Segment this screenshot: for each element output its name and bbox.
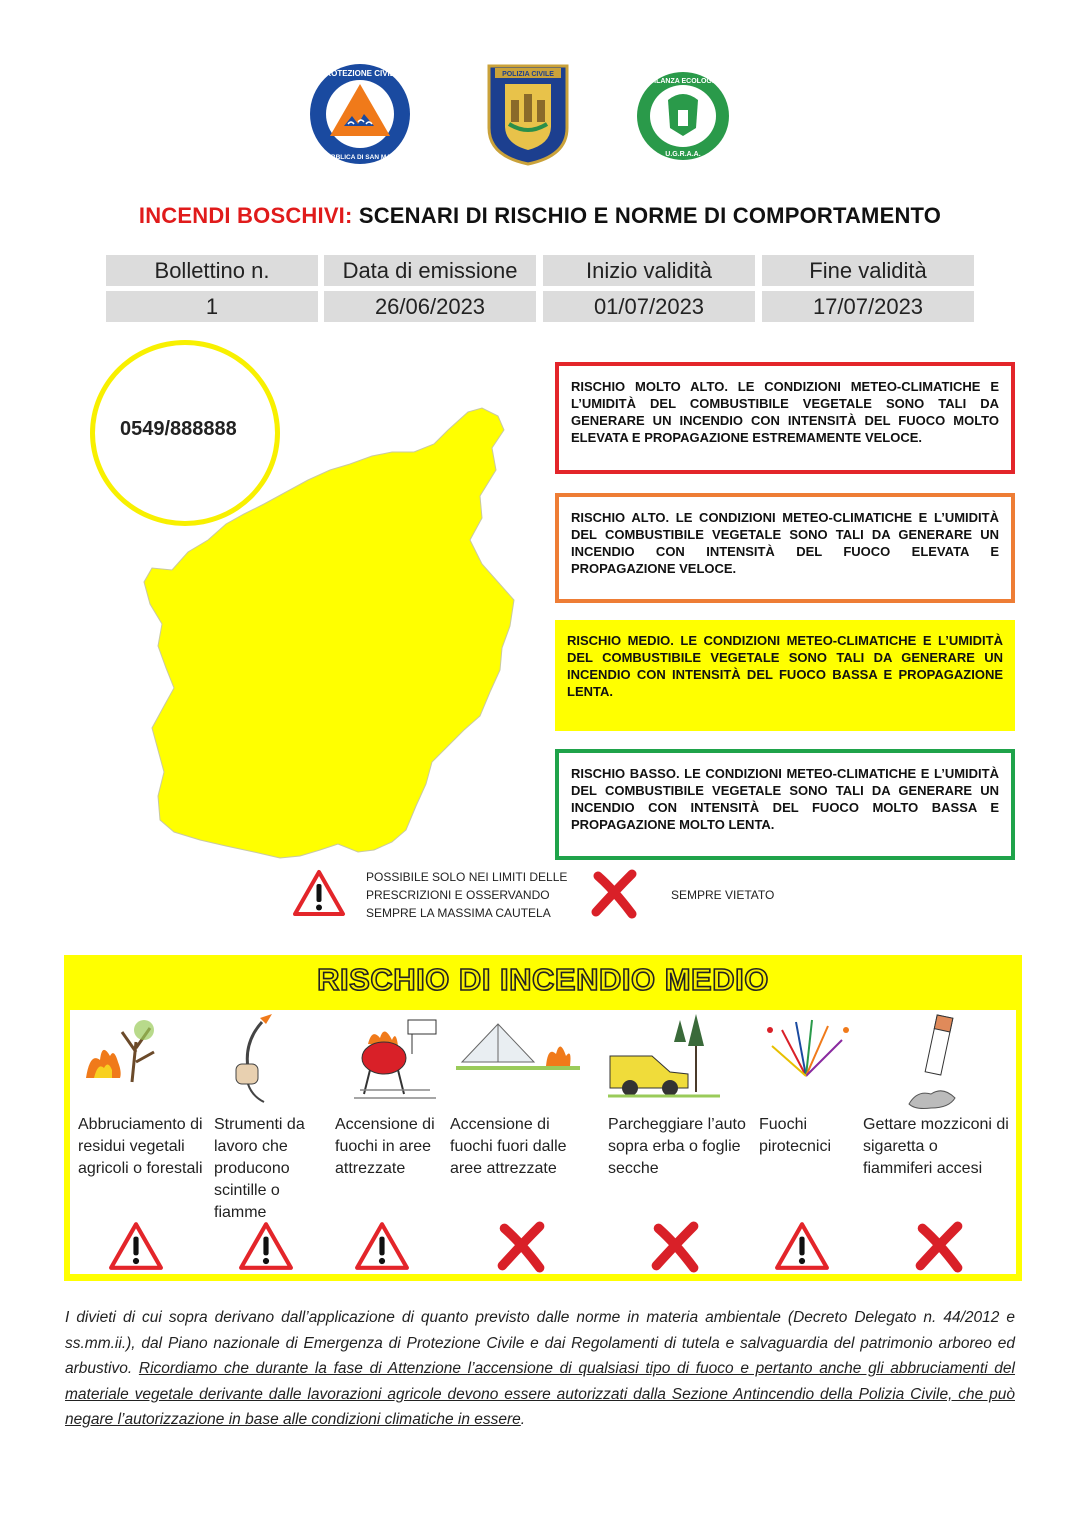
header-validity-start: Inizio validità [543,255,755,286]
title-rest: SCENARI DI RISCHIO E NORME DI COMPORTAMENTO [358,203,942,228]
activity-label: Fuochi pirotecnici [759,1116,832,1155]
vigilanza-ecologica-logo [634,70,732,162]
value-validity-start: 01/07/2023 [543,291,755,322]
forbidden-x-icon [588,868,640,920]
panel-title: RISCHIO DI INCENDIO MEDIO [317,962,769,997]
svg-text:VIGILANZA ECOLOGICA: VIGILANZA ECOLOGICA [642,78,724,85]
activity-label: Strumenti da lavoro che producono scintille o fiamme [214,1116,305,1221]
legend-warning-text: POSSIBILE SOLO NEI LIMITI DELLE PRESCRIZIONI E OSSERVANDO SEMPRE LA MASSIMA CAUTELA [366,870,568,920]
svg-text:REPUBBLICA DI SAN MARINO: REPUBBLICA DI SAN MARINO [312,154,408,161]
forbidden-x-icon [494,1220,548,1274]
warning-icon [238,1220,294,1272]
warning-icon [354,1220,410,1272]
header-validity-end: Fine validità [762,255,974,286]
footer-underlined: Ricordiamo che durante la fase di Attenzione l’accensione di qualsiasi tipo di fuoco e pertanto anche gli abbruciamenti del materiale vegetale derivante dalle lavorazioni agricole devono essere autorizzati dalla Sezione Antincendio della Polizia Civile, che può negare l’autorizzazione in base alle condizioni climatiche in essere [65,1360,1015,1428]
warning-icon [774,1220,830,1272]
risk-very-high-box: RISCHIO MOLTO ALTO. LE CONDIZIONI METEO-CLIMATICHE E L’UMIDITÀ DEL COMBUSTIBILE VEGETALE SONO TALI DA GENERARE UN INCENDIO CON INTENSITÀ DEL FUOCO MOLTO ELEVATA E PROPAGAZIONE ESTREMAMENTE VELOCE. [555,362,1015,474]
activity-label: Accensione di fuochi fuori dalle aree attrezzate [450,1116,567,1177]
legend-forbidden-text: SEMPRE VIETATO [671,888,775,902]
risk-medium-box: RISCHIO MEDIO. LE CONDIZIONI METEO-CLIMATICHE E L’UMIDITÀ DEL COMBUSTIBILE VEGETALE SONO TALI DA GENERARE UN INCENDIO CON INTENSITÀ DEL FUOCO BASSA E PROPAGAZIONE LENTA. [555,620,1015,731]
activity-label: Gettare mozziconi di sigaretta o fiammiferi accesi [863,1116,1009,1177]
cigarette-icon [905,1012,961,1112]
svg-text:PROTEZIONE CIVILE: PROTEZIONE CIVILE [319,69,401,78]
car-on-grass-icon [608,1012,720,1098]
fireworks-icon [762,1016,852,1086]
header-bulletin-number: Bollettino n. [106,255,318,286]
page-title [0,203,1080,229]
value-issue-date: 26/06/2023 [324,291,536,322]
activity-label: Parcheggiare l’auto sopra erba o foglie secche [608,1116,746,1177]
footer-normal: I divieti di cui sopra derivano dall’applicazione di quanto previsto dalle norme in materia ambientale (Decreto Delegato n. 44/2012 e ss.mm.ii.), dal Piano nazionale di Emergenza di Protezione Civile e dai Regolamenti di tutela e salvaguardia del patrimonio arboreo ed arbustivo. [65,1309,1015,1377]
polizia-civile-logo [487,64,569,166]
title-prefix: INCENDI BOSCHIVI: [138,203,353,228]
campfire-tent-icon [456,1018,580,1074]
protezione-civile-logo [308,62,412,166]
risk-high-box: RISCHIO ALTO. LE CONDIZIONI METEO-CLIMATICHE E L’UMIDITÀ DEL COMBUSTIBILE VEGETALE SONO TALI DA GENERARE UN INCENDIO CON INTENSITÀ DEL FUOCO ELEVATA E PROPAGAZIONE VELOCE. [555,493,1015,603]
warning-icon [292,868,346,918]
footer-note [65,1305,1015,1433]
svg-text:U.G.R.A.A.: U.G.R.A.A. [665,151,701,158]
warning-icon [108,1220,164,1272]
footer-end: . [520,1411,526,1428]
svg-text:POLIZIA CIVILE: POLIZIA CIVILE [502,71,554,78]
activity-label: Accensione di fuochi in aree attrezzate [335,1116,435,1177]
value-bulletin-number: 1 [106,291,318,322]
emergency-phone[interactable]: 0549/888888 [120,418,237,440]
risk-low-box: RISCHIO BASSO. LE CONDIZIONI METEO-CLIMATICHE E L’UMIDITÀ DEL COMBUSTIBILE VEGETALE SONO TALI DA GENERARE UN INCENDIO CON INTENSITÀ DEL FUOCO MOLTO BASSA E PROPAGAZIONE MOLTO LENTA. [555,749,1015,860]
header-issue-date: Data di emissione [324,255,536,286]
barbecue-icon [350,1014,440,1102]
forbidden-x-icon [912,1220,966,1274]
activity-label: Abbruciamento di residui vegetali agricoli o forestali [78,1116,203,1177]
welding-torch-icon [218,1012,278,1104]
value-validity-end: 17/07/2023 [762,291,974,322]
burning-vegetation-icon [80,1012,160,1084]
forbidden-x-icon [648,1220,702,1274]
